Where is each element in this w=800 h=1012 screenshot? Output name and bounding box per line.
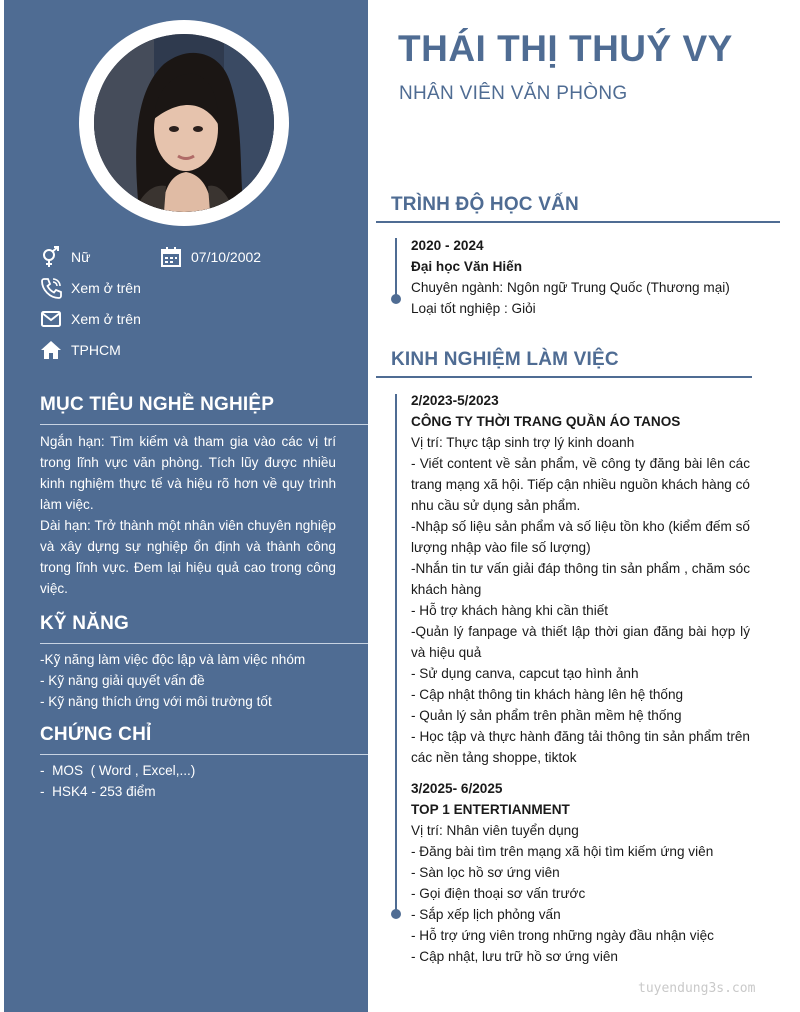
education-heading: TRÌNH ĐỘ HỌC VẤN bbox=[391, 194, 579, 215]
job-line: Vị trí: Nhân viên tuyển dụng bbox=[411, 823, 579, 838]
job-line: - Sàn lọc hồ sơ ứng viên bbox=[411, 865, 560, 880]
timeline-dot bbox=[391, 294, 401, 304]
home-icon bbox=[40, 339, 62, 361]
certificates-divider bbox=[40, 754, 368, 755]
job-line: - Sắp xếp lịch phỏng vấn bbox=[411, 907, 561, 922]
job-period: 3/2025- 6/2025 bbox=[411, 781, 503, 796]
objective-text bbox=[40, 431, 336, 599]
email-value: Xem ở trên bbox=[71, 311, 141, 327]
job-line: - Cập nhật, lưu trữ hồ sơ ứng viên bbox=[411, 949, 618, 964]
job-line: - Hỗ trợ ứng viên trong những ngày đầu nhận việc bbox=[411, 928, 714, 943]
watermark: tuyendung3s.com bbox=[638, 981, 756, 996]
education-period: 2020 - 2024 bbox=[411, 238, 484, 253]
experience-divider bbox=[376, 376, 752, 378]
avatar bbox=[79, 20, 289, 226]
objective-divider bbox=[40, 424, 368, 425]
objective-heading: MỤC TIÊU NGHỀ NGHIỆP bbox=[40, 394, 275, 415]
education-timeline bbox=[395, 238, 397, 298]
job-company: TOP 1 ENTERTIANMENT bbox=[411, 802, 570, 817]
gender-icon bbox=[40, 246, 62, 268]
education-school: Đại học Văn Hiến bbox=[411, 259, 523, 274]
job-line: - Hỗ trợ khách hàng khi cần thiết bbox=[411, 603, 609, 618]
job-entry-2 bbox=[411, 778, 750, 967]
job-line: - Quản lý sản phẩm trên phần mềm hệ thống bbox=[411, 708, 682, 723]
job-line: - Sử dụng canva, capcut tạo hình ảnh bbox=[411, 666, 639, 681]
job-line: - Cập nhật thông tin khách hàng lên hệ thống bbox=[411, 687, 684, 702]
skills-divider bbox=[40, 643, 368, 644]
job-line: -Quản lý fanpage và thiết lập thời gian đăng bài hợp lý và hiệu quả bbox=[411, 624, 750, 660]
certificates-list bbox=[40, 760, 336, 802]
phone-value: Xem ở trên bbox=[71, 280, 141, 296]
job-line: Vị trí: Thực tập sinh trợ lý kinh doanh bbox=[411, 435, 635, 450]
job-line: - Học tập và thực hành đăng tải thông tin sản phẩm trên các nền tảng shoppe, tiktok bbox=[411, 729, 750, 765]
candidate-name: THÁI THỊ THUÝ VY bbox=[398, 28, 733, 69]
list-item: -Kỹ năng làm việc độc lập và làm việc nhóm bbox=[40, 652, 306, 667]
experience-timeline bbox=[395, 394, 397, 914]
certificates-heading: CHỨNG CHỈ bbox=[40, 724, 152, 745]
education-entry bbox=[411, 235, 750, 319]
education-major: Chuyên ngành: Ngôn ngữ Trung Quốc (Thương mại) bbox=[411, 280, 730, 295]
phone-icon bbox=[40, 277, 62, 299]
profile-photo bbox=[94, 34, 274, 212]
list-item: - Kỹ năng giải quyết vấn đề bbox=[40, 673, 205, 688]
job-line: - Viết content về sản phẩm, về công ty đăng bài lên các trang mạng xã hội. Tiếp cận nhiều nguồn khách hàng có nhu cầu sử dụng sản phẩm. bbox=[411, 456, 750, 513]
timeline-dot bbox=[391, 909, 401, 919]
job-line: -Nhắn tin tư vấn giải đáp thông tin sản phẩm , chăm sóc khách hàng bbox=[411, 561, 750, 597]
address-value: TPHCM bbox=[71, 342, 121, 358]
job-company: CÔNG TY THỜI TRANG QUẦN ÁO TANOS bbox=[411, 414, 681, 429]
job-line: - Gọi điện thoại sơ vấn trước bbox=[411, 886, 586, 901]
phone-row bbox=[40, 277, 141, 299]
dob-row bbox=[160, 246, 261, 268]
skills-heading: KỸ NĂNG bbox=[40, 613, 130, 634]
email-icon bbox=[40, 308, 62, 330]
list-item: - Kỹ năng thích ứng với môi trường tốt bbox=[40, 694, 272, 709]
list-item: - MOS ( Word , Excel,...) bbox=[40, 763, 196, 778]
gender-value: Nữ bbox=[71, 249, 91, 265]
job-period: 2/2023-5/2023 bbox=[411, 393, 499, 408]
sidebar bbox=[4, 0, 368, 1012]
objective-long-term: Dài hạn: Trở thành một nhân viên chuyên nghiệp và xây dựng sự nghiệp ổn định và thành công trong lĩnh vực. Đem lại hiệu quả cao trong công việc. bbox=[40, 518, 336, 596]
calendar-icon bbox=[160, 246, 182, 268]
objective-short-term: Ngắn hạn: Tìm kiếm và tham gia vào các vị trí trong lĩnh vực văn phòng. Tích lũy được nhiều kinh nghiệm thực tế và hiệu rõ hơn về quy trình làm việc. bbox=[40, 434, 336, 512]
gender-row bbox=[40, 246, 90, 268]
list-item: - HSK4 - 253 điểm bbox=[40, 784, 156, 799]
job-line: -Nhập số liệu sản phẩm và số liệu tồn kho (kiểm đếm số lượng nhập vào file số lượng) bbox=[411, 519, 750, 555]
education-divider bbox=[376, 221, 780, 223]
job-title: NHÂN VIÊN VĂN PHÒNG bbox=[399, 83, 628, 104]
job-entry-1 bbox=[411, 390, 750, 768]
education-grade: Loại tốt nghiệp : Giỏi bbox=[411, 301, 536, 316]
skills-list bbox=[40, 649, 336, 712]
job-line: - Đăng bài tìm trên mạng xã hội tìm kiếm ứng viên bbox=[411, 844, 714, 859]
experience-heading: KINH NGHIỆM LÀM VIỆC bbox=[391, 349, 619, 370]
email-row bbox=[40, 308, 141, 330]
address-row bbox=[40, 339, 121, 361]
dob-value: 07/10/2002 bbox=[191, 249, 262, 265]
